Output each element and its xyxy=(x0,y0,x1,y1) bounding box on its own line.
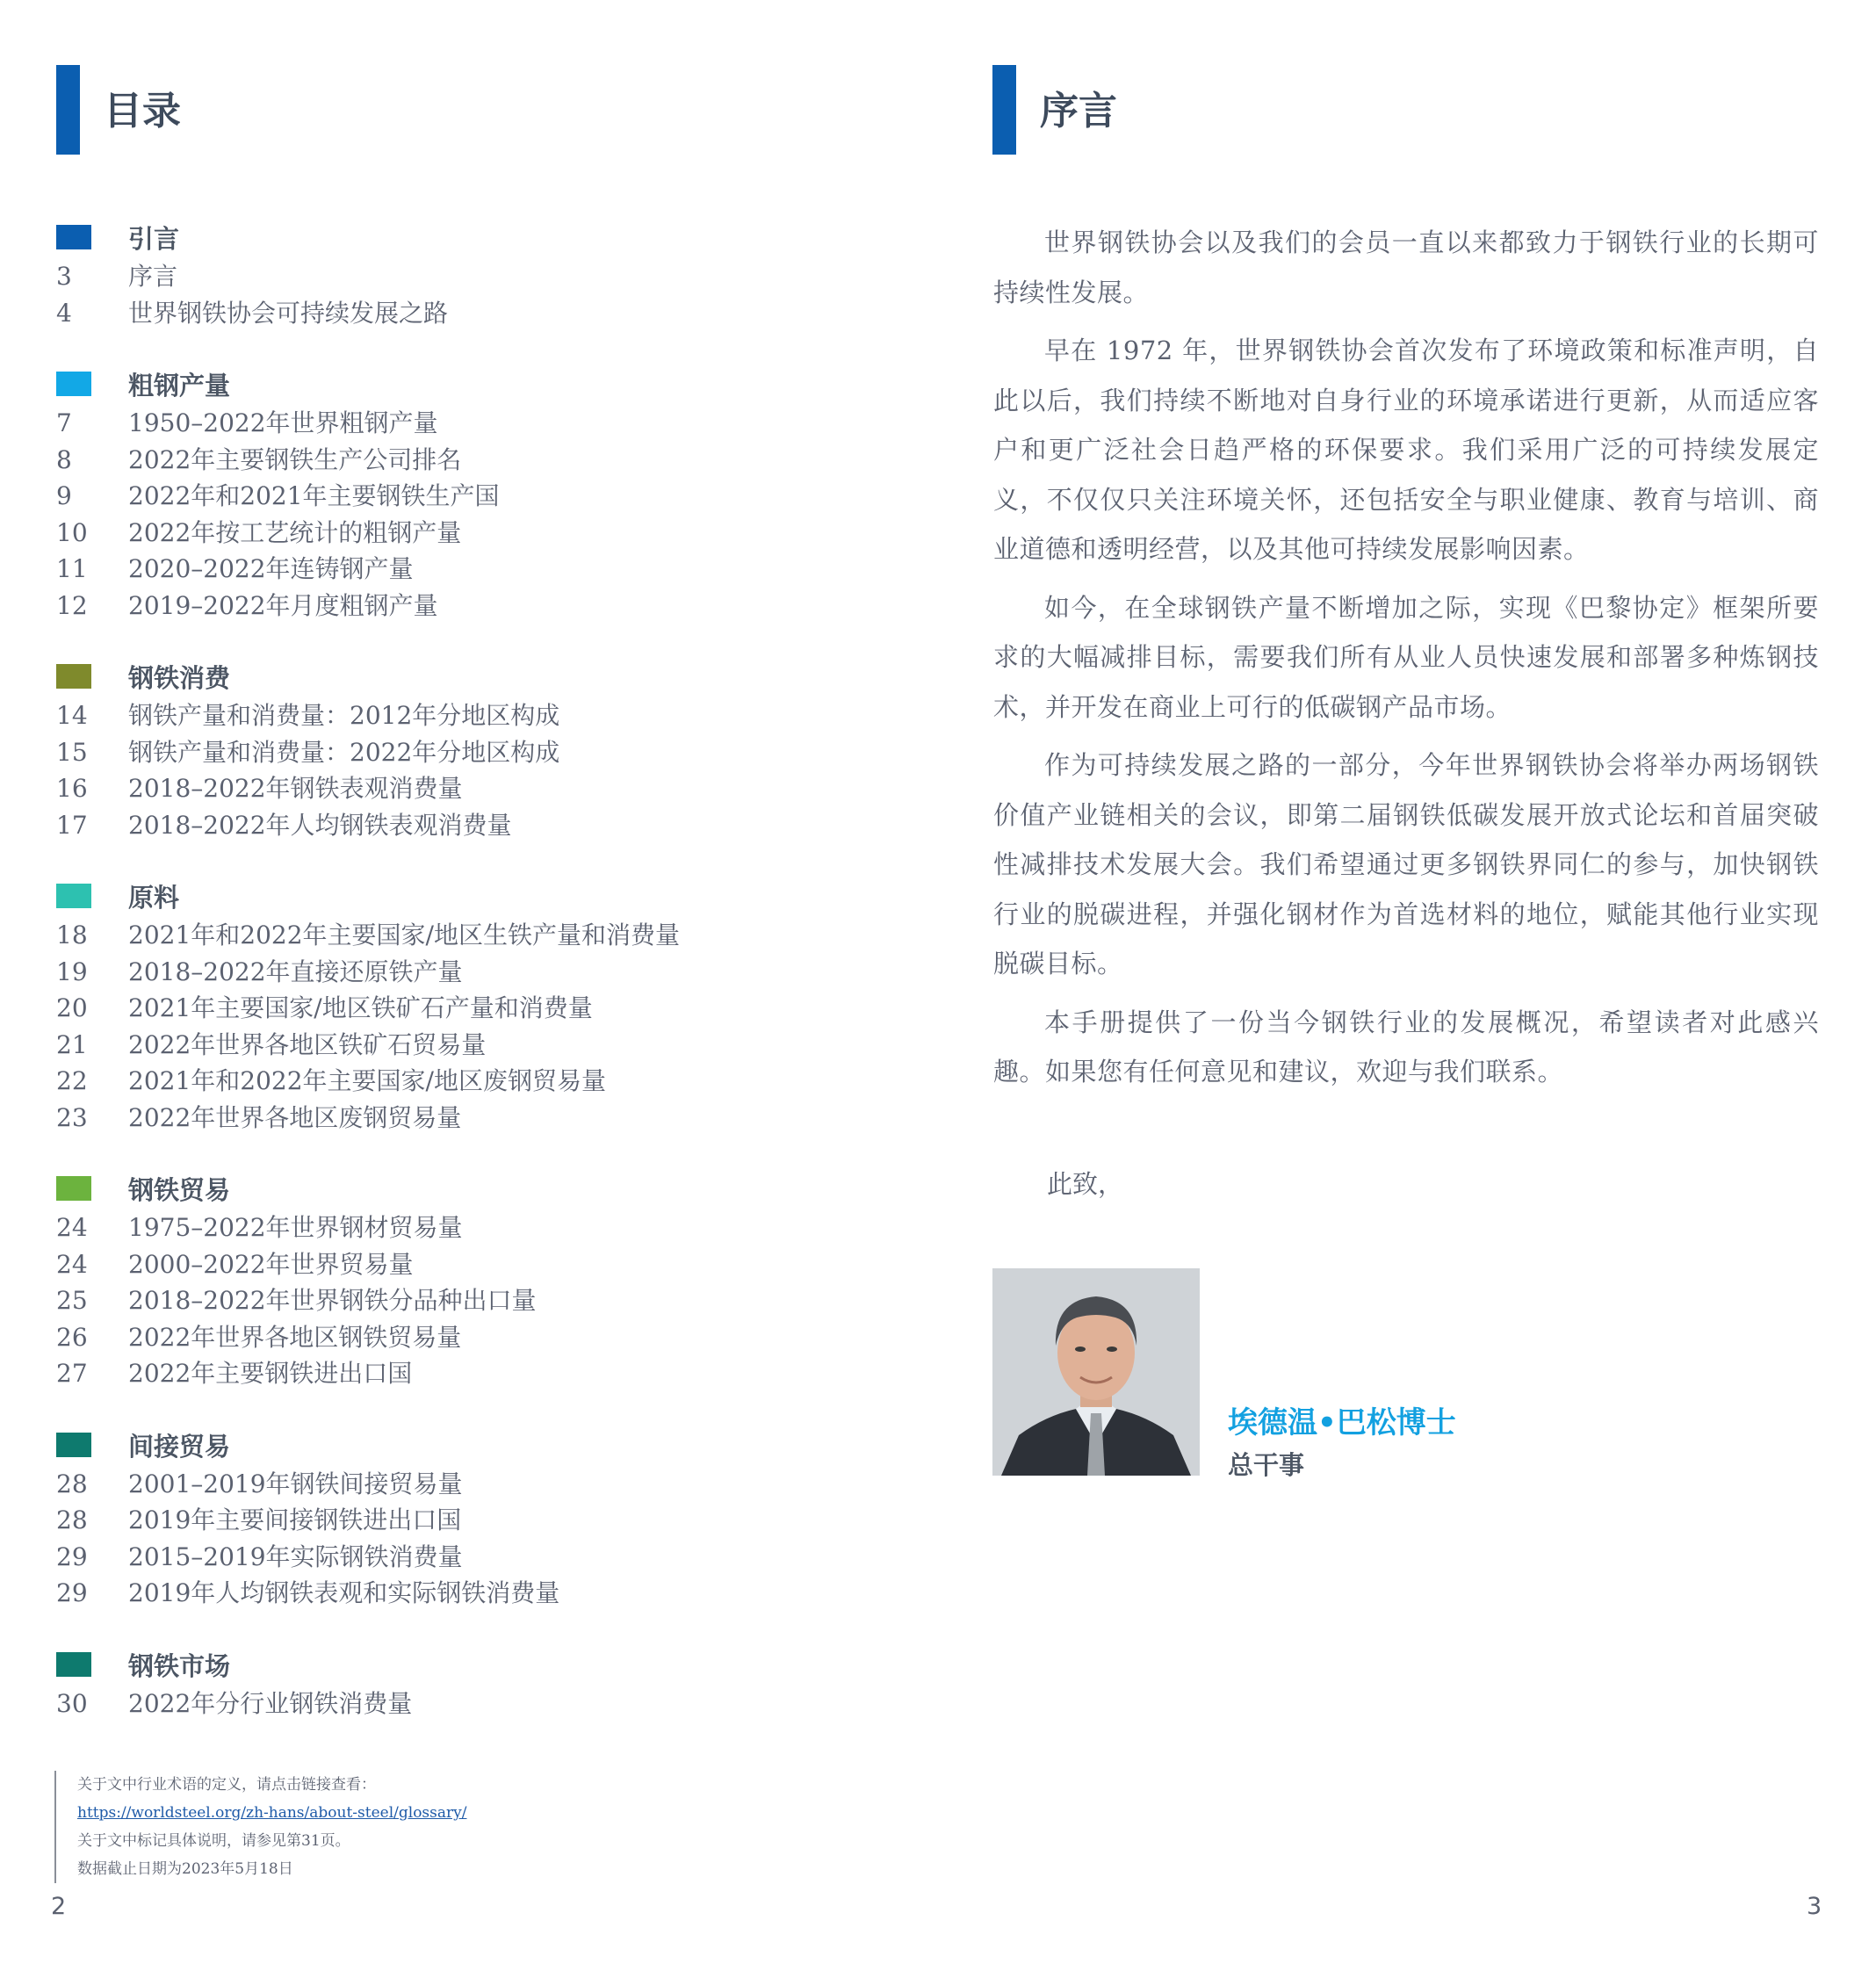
toc-page-number: 24 xyxy=(56,1213,88,1242)
toc-entry-label: 2019年人均钢铁表观和实际钢铁消费量 xyxy=(128,1578,560,1607)
signatory-role: 总干事 xyxy=(1228,1450,1305,1480)
toc-section xyxy=(56,1427,899,1612)
toc-entry-label: 2022年分行业钢铁消费量 xyxy=(128,1688,413,1718)
toc-section-title: 粗钢产量 xyxy=(128,371,231,401)
toc-page-number: 28 xyxy=(56,1469,88,1498)
section-color-swatch xyxy=(56,664,91,689)
heading-accent-bar xyxy=(56,65,80,155)
toc-entry[interactable] xyxy=(56,1282,899,1319)
portrait-illustration xyxy=(992,1268,1200,1476)
toc-entry-label: 2021年和2022年主要国家/地区废钢贸易量 xyxy=(128,1066,606,1095)
toc-entry-label: 1950–2022年世界粗钢产量 xyxy=(128,408,438,437)
preface-title: 序言 xyxy=(1040,89,1117,134)
toc-page-number: 15 xyxy=(56,737,88,767)
table-of-contents xyxy=(56,220,899,1757)
toc-entry-label: 钢铁产量和消费量：2012年分地区构成 xyxy=(128,701,560,730)
toc-page-number: 19 xyxy=(56,957,88,986)
toc-entry[interactable] xyxy=(56,1502,899,1539)
toc-page-number: 16 xyxy=(56,774,88,803)
toc-entry-label: 2022年主要钢铁进出口国 xyxy=(128,1359,413,1388)
toc-entry[interactable] xyxy=(56,588,899,625)
toc-page-number: 12 xyxy=(56,590,88,620)
toc-entry[interactable] xyxy=(56,478,899,515)
section-color-swatch xyxy=(56,1433,91,1457)
preface-body xyxy=(993,218,1819,1106)
toc-entry-label: 2022年世界各地区铁矿石贸易量 xyxy=(128,1029,487,1059)
toc-entry[interactable] xyxy=(56,442,899,479)
toc-entry-label: 2001–2019年钢铁间接贸易量 xyxy=(128,1469,463,1498)
toc-page-number: 23 xyxy=(56,1102,88,1132)
toc-entry[interactable] xyxy=(56,1355,899,1392)
toc-page-number: 4 xyxy=(56,298,72,328)
toc-section-title: 钢铁市场 xyxy=(128,1650,231,1681)
toc-entry-label: 2018–2022年钢铁表观消费量 xyxy=(128,774,463,803)
toc-page-number: 29 xyxy=(56,1578,88,1607)
toc-page-number: 25 xyxy=(56,1286,88,1315)
toc-entry-label: 序言 xyxy=(128,262,178,291)
signatory-name: 埃德温•巴松博士 xyxy=(1228,1405,1456,1440)
toc-page-number: 14 xyxy=(56,701,88,730)
toc-entry[interactable] xyxy=(56,1246,899,1283)
preface-paragraph: 作为可持续发展之路的一部分，今年世界钢铁协会将举办两场钢铁价值产业链相关的会议，即第二届钢铁低碳发展开放式论坛和首届突破性减排技术发展大会。我们希望通过更多钢铁界同仁的参与，加快钢铁行业的脱碳进程，并强化钢材作为首选材料的地位，赋能其他行业实现脱碳目标。 xyxy=(993,750,1819,978)
toc-section-header[interactable] xyxy=(56,1171,899,1209)
toc-section xyxy=(56,1171,899,1392)
section-color-swatch xyxy=(56,1176,91,1201)
preface-paragraph: 世界钢铁协会以及我们的会员一直以来都致力于钢铁行业的长期可持续性发展。 xyxy=(993,227,1819,307)
toc-section xyxy=(56,878,899,1136)
toc-entry-label: 2020–2022年连铸钢产量 xyxy=(128,554,414,583)
toc-entry[interactable] xyxy=(56,1686,899,1722)
toc-page-number: 11 xyxy=(56,554,88,583)
toc-page-number: 20 xyxy=(56,993,88,1022)
toc-entry-label: 2018–2022年人均钢铁表观消费量 xyxy=(128,810,512,840)
toc-entry-label: 1975–2022年世界钢材贸易量 xyxy=(128,1213,463,1242)
toc-section-header[interactable] xyxy=(56,878,899,917)
page-number: 3 xyxy=(1807,1893,1822,1920)
toc-page-number: 28 xyxy=(56,1505,88,1534)
marks-note: 关于文中标记具体说明，请参见第31页。 xyxy=(77,1832,350,1850)
toc-entry[interactable] xyxy=(56,1209,899,1246)
toc-section-header[interactable] xyxy=(56,220,899,258)
page-number: 2 xyxy=(51,1893,67,1920)
toc-section xyxy=(56,220,899,331)
toc-section-header[interactable] xyxy=(56,1647,899,1686)
toc-section xyxy=(56,1647,899,1722)
toc-entry[interactable] xyxy=(56,405,899,442)
toc-entry[interactable] xyxy=(56,990,899,1027)
toc-entry[interactable] xyxy=(56,1466,899,1503)
toc-entry-label: 2022年主要钢铁生产公司排名 xyxy=(128,444,462,474)
preface-paragraph: 本手册提供了一份当今钢铁行业的发展概况，希望读者对此感兴趣。如果您有任何意见和建议，欢迎与我们联系。 xyxy=(993,1007,1819,1087)
toc-page-number: 10 xyxy=(56,517,88,547)
toc-entry[interactable] xyxy=(56,954,899,991)
toc-page-number: 21 xyxy=(56,1029,88,1059)
toc-title: 目录 xyxy=(104,89,181,134)
toc-entry-label: 2018–2022年世界钢铁分品种出口量 xyxy=(128,1286,537,1315)
section-color-swatch xyxy=(56,1652,91,1677)
toc-entry-label: 2022年按工艺统计的粗钢产量 xyxy=(128,517,462,547)
toc-section-title: 原料 xyxy=(128,883,180,913)
toc-entry[interactable] xyxy=(56,1027,899,1064)
toc-entry-label: 2022年世界各地区钢铁贸易量 xyxy=(128,1322,462,1352)
glossary-note: 关于文中行业术语的定义，请点击链接查看： xyxy=(77,1776,376,1794)
toc-entry[interactable] xyxy=(56,1063,899,1100)
toc-entry-label: 2021年和2022年主要国家/地区生铁产量和消费量 xyxy=(128,921,680,949)
section-color-swatch xyxy=(56,372,91,396)
data-cutoff-note: 数据截止日期为2023年5月18日 xyxy=(77,1860,293,1878)
toc-entry[interactable] xyxy=(56,1100,899,1137)
toc-page-number: 30 xyxy=(56,1688,88,1718)
toc-section-header[interactable] xyxy=(56,659,899,697)
toc-entry-label: 2015–2019年实际钢铁消费量 xyxy=(128,1541,463,1571)
heading-accent-bar xyxy=(992,65,1016,155)
toc-section-title: 间接贸易 xyxy=(128,1431,231,1462)
toc-entry[interactable] xyxy=(56,295,899,332)
toc-entry[interactable] xyxy=(56,551,899,588)
toc-entry[interactable] xyxy=(56,1539,899,1576)
preface-paragraph: 如今，在全球钢铁产量不断增加之际，实现《巴黎协定》框架所要求的大幅减排目标，需要我们所有从业人员快速发展和部署多种炼钢技术，并开发在商业上可行的低碳钢产品市场。 xyxy=(993,592,1819,722)
toc-entry-label: 2018–2022年直接还原铁产量 xyxy=(128,957,463,986)
toc-section xyxy=(56,366,899,624)
toc-entry[interactable] xyxy=(56,734,899,771)
toc-entry[interactable] xyxy=(56,1575,899,1612)
toc-entry-label: 2022年和2021年主要钢铁生产国 xyxy=(128,481,500,510)
toc-page-number: 7 xyxy=(56,408,72,437)
toc-page-number: 9 xyxy=(56,481,72,510)
toc-page-number: 18 xyxy=(56,921,88,949)
toc-page-number: 3 xyxy=(56,262,72,291)
toc-entry-label: 钢铁产量和消费量：2022年分地区构成 xyxy=(128,737,560,767)
toc-section-title: 引言 xyxy=(128,224,180,254)
toc-entry-label: 世界钢铁协会可持续发展之路 xyxy=(128,298,449,328)
right-page xyxy=(938,0,1876,1971)
toc-entry[interactable] xyxy=(56,258,899,295)
toc-section-header[interactable] xyxy=(56,366,899,405)
toc-entry[interactable] xyxy=(56,697,899,734)
toc-section xyxy=(56,659,899,843)
toc-entry[interactable] xyxy=(56,770,899,807)
preface-paragraph: 早在 1972 年，世界钢铁协会首次发布了环境政策和标准声明，自此以后，我们持续不断地对自身行业的环境承诺进行更新，从而适应客户和更广泛社会日趋严格的环保要求。我们采用广泛的可持续发展定义，不仅仅只关注环境关怀，还包括安全与职业健康、教育与培训、商业道德和透明经营，以及其他可持续发展影响因素。 xyxy=(993,336,1819,564)
toc-page-number: 17 xyxy=(56,810,88,840)
toc-entry-label: 2019年主要间接钢铁进出口国 xyxy=(128,1505,462,1534)
toc-entry-label: 2000–2022年世界贸易量 xyxy=(128,1249,414,1279)
section-color-swatch xyxy=(56,884,91,908)
toc-page-number: 8 xyxy=(56,444,72,474)
glossary-link[interactable]: https://worldsteel.org/zh-hans/about-steel/glossary/ xyxy=(77,1804,467,1822)
toc-page-number: 22 xyxy=(56,1066,88,1095)
toc-section-title: 钢铁贸易 xyxy=(128,1175,231,1205)
toc-entry[interactable] xyxy=(56,807,899,844)
toc-entry-label: 2021年主要国家/地区铁矿石产量和消费量 xyxy=(128,993,593,1022)
section-color-swatch xyxy=(56,225,91,249)
toc-entry[interactable] xyxy=(56,917,899,954)
toc-entry-label: 2022年世界各地区废钢贸易量 xyxy=(128,1102,462,1132)
toc-page-number: 24 xyxy=(56,1249,88,1279)
director-portrait xyxy=(992,1268,1200,1476)
toc-entry[interactable] xyxy=(56,515,899,552)
toc-page-number: 29 xyxy=(56,1541,88,1571)
footnotes xyxy=(54,1771,466,1883)
toc-section-header[interactable] xyxy=(56,1427,899,1466)
toc-section-title: 钢铁消费 xyxy=(128,663,231,693)
toc-entry[interactable] xyxy=(56,1319,899,1356)
toc-page-number: 26 xyxy=(56,1322,88,1352)
toc-entry-label: 2019–2022年月度粗钢产量 xyxy=(128,590,438,620)
toc-page-number: 27 xyxy=(56,1359,88,1388)
closing-salutation: 此致， xyxy=(1047,1169,1124,1199)
